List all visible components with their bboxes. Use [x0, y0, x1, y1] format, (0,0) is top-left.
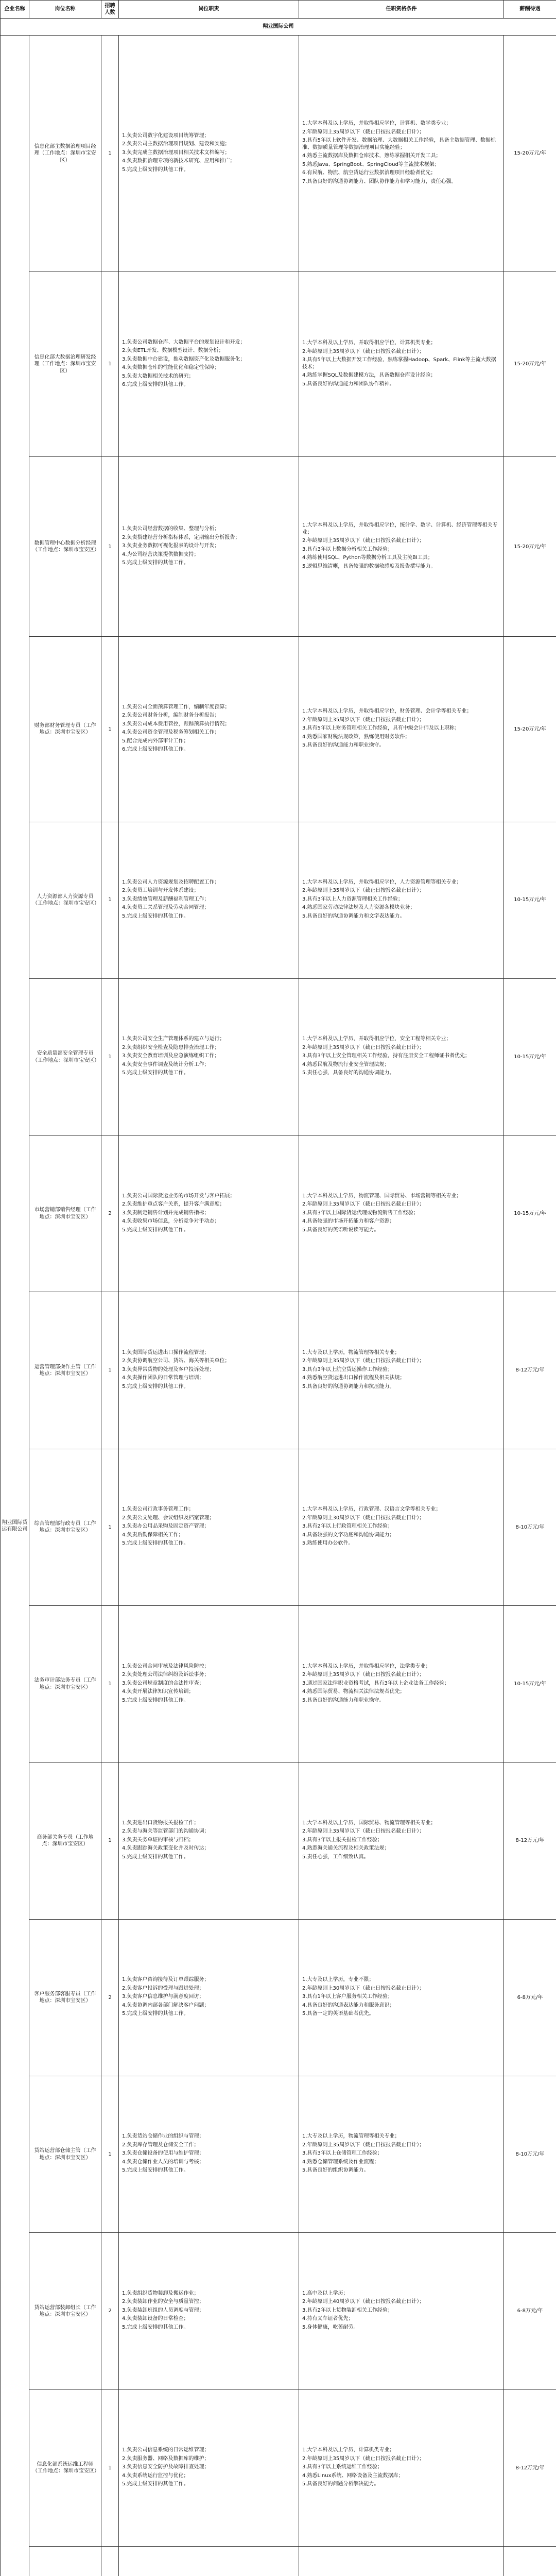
headcount-cell: 1	[101, 2076, 119, 2233]
requirement-line: 4.熟练使用SQL、Python等数据分析工具及主流BI工具；	[302, 555, 433, 561]
salary-cell: 8-12万元/年	[504, 1292, 556, 1449]
salary-cell: 8-10万元/年	[504, 2076, 556, 2233]
requirement-line: 2.年龄原则上35周岁以下（截止日按报名截止日计）；	[302, 888, 425, 894]
requirement-line: 5.逻辑思维清晰，具备较强的数据敏感度及报告撰写能力。	[302, 563, 436, 569]
requirement-line: 1.大学本科及以上学历，并取得相应学位，统计学、数学、计算机、经济管理等相关专业；	[302, 522, 498, 535]
requirement-line: 4.熟悉航空货运进出口操作流程及相关法规；	[302, 1375, 405, 1381]
position-name-cell: 货站运营部仓储主管（工作地点：深圳市宝安区）	[29, 2076, 101, 2233]
requirement-line: 5.具备良好的沟通能力和职业操守。	[302, 1697, 385, 1703]
salary-cell: 10-15万元/年	[504, 822, 556, 978]
headcount-cell: 1	[101, 1292, 119, 1449]
duty-line: 5.完成上级安排的其他工作。	[122, 1540, 189, 1547]
headcount-cell	[101, 2546, 119, 2576]
headcount-cell: 1	[101, 1449, 119, 1605]
duty-line: 1.负责国际货运进出口操作流程管理；	[122, 1349, 210, 1355]
requirement-line: 1.大学本科及以上学历，并取得相应学位，财务管理、会计学等相关专业；	[302, 708, 472, 715]
requirement-line: 1.大学本科及以上学历，国际贸易、物流管理等相关专业；	[302, 1820, 436, 1826]
table-row	[1, 1919, 556, 2076]
duty-line: 4.负责安全事件调查及统计分析工作；	[122, 1061, 210, 1067]
requirement-line: 2.年龄原则上40周岁以下（截止日按报名截止日计）；	[302, 2299, 425, 2305]
requirement-line: 2.年龄原则上35周岁以下（截止日按报名截止日计）；	[302, 348, 425, 354]
requirement-line: 4.具备较强的市场开拓能力和客户资源；	[302, 1218, 395, 1225]
requirements-cell	[299, 272, 504, 456]
position-name-cell: 货站运营部装卸组长（工作地点：深圳市宝安区）	[29, 2233, 101, 2389]
headcount-cell: 1	[101, 1606, 119, 1762]
requirements-cell	[299, 2389, 504, 2546]
duties-cell	[119, 1449, 299, 1605]
salary-cell: 8-12万元/年	[504, 2389, 556, 2546]
duty-line: 5.完成上级安排的其他工作。	[122, 560, 189, 566]
duty-line: 3.负责数据中台建设，推动数据资产化及数据服务化；	[122, 356, 246, 362]
salary-cell: 15-20万元/年	[504, 36, 556, 272]
requirement-line: 4.熟悉海关通关流程及相关政策法规；	[302, 1845, 390, 1852]
requirement-line: 1.大专及以上学历，物流管理等相关专业；	[302, 1349, 400, 1355]
position-name-cell: 综合管理部行政专员（工作地点：深圳市宝安区）	[29, 1449, 101, 1605]
headcount-cell: 2	[101, 1919, 119, 2076]
duty-line: 1.负责公司数字化建设项目统筹管理；	[122, 132, 210, 139]
requirement-line: 2.年龄原则上35周岁以下（截止日按报名截止日计）；	[302, 1358, 425, 1364]
duty-line: 4.负责数据治理专项的新技术研究、应用和推广；	[122, 158, 235, 164]
table-row	[1, 637, 556, 822]
duty-line: 3.负责绩效管理及薪酬福利管理工作；	[122, 896, 210, 902]
requirement-line: 1.高中及以上学历；	[302, 2290, 349, 2296]
requirement-line: 3.具有5年以上大数据开发工作经验，熟练掌握Hadoop、Spark、Flink等主流大数据技术；	[302, 357, 496, 370]
requirement-line: 3.通过国家法律职业资格考试，具有3年以上企业法务工作经验；	[302, 1680, 449, 1686]
duties-cell	[119, 272, 299, 456]
duty-line: 2.负责员工培训与开发体系建设；	[122, 888, 199, 894]
duties-cell	[119, 2233, 299, 2389]
position-name-cell: 人力资源部人力资源专员（工作地点：深圳市宝安区）	[29, 822, 101, 978]
duty-line: 1.负责公司全面预算管理工作，编制年度预算；	[122, 704, 230, 710]
position-name-cell: 市场营销部销售经理（工作地点：深圳市宝安区）	[29, 1136, 101, 1292]
requirement-line: 3.具有3年以上报关报检工作经验；	[302, 1837, 383, 1843]
table-row	[1, 2233, 556, 2389]
duty-line: 5.配合完成内外部审计工作；	[122, 738, 189, 744]
duty-line: 1.负责客户咨询接待及订单跟踪服务；	[122, 1977, 210, 1983]
salary-cell: 10-15万元/年	[504, 978, 556, 1135]
table-row	[1, 1449, 556, 1605]
requirement-line: 5.具备良好的英语听说读写能力。	[302, 1227, 379, 1233]
requirement-line: 4.持有叉车证者优先；	[302, 2316, 354, 2322]
duties-cell	[119, 2546, 299, 2576]
header-salary: 薪酬待遇	[504, 1, 556, 19]
duty-line: 2.负责搭建经营分析指标体系，定期输出分析报告；	[122, 534, 240, 540]
duty-line: 5.完成上级安排的其他工作。	[122, 1854, 189, 1860]
duty-line: 2.负责组织安全检查及隐患排查治理工作；	[122, 1044, 220, 1050]
requirement-line: 5.身体健康，吃苦耐劳。	[302, 2324, 359, 2330]
duty-line: 1.负责公司经营数据的收集、整理与分析；	[122, 526, 220, 532]
requirement-line: 6.有民航、物流、航空货运行业数据治理项目经验者优先；	[302, 170, 436, 176]
duty-line: 5.完成上级安排的其他工作。	[122, 2324, 189, 2330]
requirement-line: 1.大学本科及以上学历，并取得相应学位，计算机、数学类专业；	[302, 121, 451, 127]
salary-cell: 15-20万元/年	[504, 272, 556, 456]
duty-line: 3.负责异常货物的处理及客户投诉处理；	[122, 1366, 215, 1372]
headcount-cell: 2	[101, 1136, 119, 1292]
duty-line: 6.完成上级安排的其他工作。	[122, 747, 189, 753]
headcount-cell: 1	[101, 978, 119, 1135]
requirements-cell	[299, 822, 504, 978]
table-row	[1, 2546, 556, 2576]
duty-line: 5.完成上级安排的其他工作。	[122, 1070, 189, 1076]
duty-line: 2.负责装卸作业的安全与质量管控；	[122, 2299, 204, 2305]
duty-line: 4.负责后勤保障相关工作；	[122, 1532, 184, 1538]
table-row	[1, 1762, 556, 1919]
duty-line: 2.负责公司主数据治理项目规划、建设和实施；	[122, 141, 230, 147]
company-banner: 翔业国际公司	[1, 19, 556, 36]
requirement-line: 3.具有3年以上数据分析相关工作经验；	[302, 546, 393, 552]
duty-line: 2.负责公文处理、会议组织及档案管理；	[122, 1515, 215, 1521]
duty-line: 5.完成上级安排的其他工作。	[122, 913, 189, 919]
requirement-line: 5.具备一定的英语基础者优先。	[302, 2011, 374, 2017]
requirement-line: 5.熟悉Java、SpringBoot、SpringCloud等主流技术框架；	[302, 161, 440, 167]
position-name-cell: 运营管理部操作主管（工作地点：深圳市宝安区）	[29, 1292, 101, 1449]
duty-line: 5.完成上级安排的其他工作。	[122, 2167, 189, 2174]
duty-line: 4.为公司经营决策提供数据支持；	[122, 551, 199, 557]
requirement-line: 2.年龄原则上35周岁以下（截止日按报名截止日计）；	[302, 538, 425, 544]
duty-line: 5.完成上级安排的其他工作。	[122, 1697, 189, 1703]
requirement-line: 2.年龄原则上30周岁以下（截止日按报名截止日计）；	[302, 1985, 425, 1991]
position-name-cell: 安全质量部安全管理专员（工作地点：深圳市宝安区）	[29, 978, 101, 1135]
header-duties: 岗位职责	[119, 1, 299, 19]
duty-line: 4.负责仓储作业人员的培训与考核；	[122, 2159, 204, 2165]
requirement-line: 5.具备良好的沟通协调能力和抗压能力。	[302, 1383, 395, 1389]
duty-line: 3.负责公司规章制度的合法性审查；	[122, 1680, 204, 1686]
company-name-cell: 翔业国际货运有限公司	[1, 36, 29, 2576]
duty-line: 5.完成上级安排的其他工作。	[122, 2011, 189, 2017]
requirement-line: 3.具有3年以上航空货运操作工作经验；	[302, 1366, 393, 1372]
duty-line: 4.负责数据仓库的性能优化和稳定性保障；	[122, 365, 220, 371]
position-name-cell: 商务部关务专员（工作地点：深圳市宝安区）	[29, 1762, 101, 1919]
salary-cell: 6-8万元/年	[504, 2233, 556, 2389]
duty-line: 2.负责处理公司法律纠纷及诉讼事务；	[122, 1672, 210, 1678]
requirement-line: 4.熟悉国际贸易、物流相关法律法规者优先；	[302, 1689, 405, 1695]
duty-line: 5.完成上级安排的其他工作。	[122, 166, 189, 173]
requirement-line: 5.熟练使用办公软件。	[302, 1540, 354, 1547]
salary-cell: 6-8万元/年	[504, 1919, 556, 2076]
duty-line: 1.负责进出口货物报关报检工作；	[122, 1820, 199, 1826]
table-row	[1, 1292, 556, 1449]
requirement-line: 4.熟悉Linux系统、网络设备及主流数据库；	[302, 2472, 404, 2479]
duties-cell	[119, 822, 299, 978]
duties-cell	[119, 1919, 299, 2076]
headcount-cell: 1	[101, 637, 119, 822]
requirement-line: 4.熟练掌握SQL及数据建模方法，具备数据仓库设计经验；	[302, 372, 436, 379]
duty-line: 5.完成上级安排的其他工作。	[122, 1383, 189, 1389]
requirement-line: 3.具有2年以上货物装卸相关工作经验；	[302, 2307, 393, 2313]
position-name-cell: 客户服务部客服专员（工作地点：深圳市宝安区）	[29, 1919, 101, 2076]
duty-line: 3.负责装卸班组的人员调度与管理；	[122, 2307, 204, 2313]
duty-line: 4.负责开展法律知识宣传培训；	[122, 1689, 194, 1695]
requirement-line: 2.年龄原则上35周岁以下（截止日按报名截止日计）；	[302, 2455, 425, 2462]
table-row	[1, 457, 556, 637]
duty-line: 1.负责公司人力资源规划及招聘配置工作；	[122, 879, 220, 885]
header-requirements: 任职资格条件	[299, 1, 504, 19]
table-row	[1, 978, 556, 1135]
duties-cell	[119, 36, 299, 272]
requirement-line: 4.熟悉主流数据库及数据仓库技术，熟练掌握相关开发工具；	[302, 153, 441, 159]
duty-line: 2.负责客户投诉的受理与跟进处理；	[122, 1985, 204, 1991]
duty-line: 4.负责员工关系管理及劳动合同管理；	[122, 905, 210, 911]
duty-line: 2.负责公司财务分析，编制财务分析报告；	[122, 713, 220, 719]
table-row	[1, 36, 556, 272]
duty-line: 3.负责安全教育培训及应急演练组织工作；	[122, 1053, 220, 1059]
requirement-line: 3.具有1年以上客户服务相关工作经验；	[302, 1994, 393, 2000]
headcount-cell: 2	[101, 2233, 119, 2389]
position-name-cell: 法务审计部法务专员（工作地点：深圳市宝安区）	[29, 1606, 101, 1762]
duty-line: 1.负责公司信息系统的日常运维管理；	[122, 2447, 210, 2453]
salary-cell: 10-15万元/年	[504, 1136, 556, 1292]
requirement-line: 3.具有3年以上国际货运代理或物流销售工作经验；	[302, 1210, 419, 1216]
duty-line: 3.负责完成主数据治理项目相关技术文档编写；	[122, 149, 230, 156]
duties-cell	[119, 457, 299, 637]
table-row	[1, 2389, 556, 2546]
requirement-line: 2.年龄原则上35周岁以下（截止日按报名截止日计）；	[302, 129, 425, 135]
position-name-cell: 信息化部主数据治理项目经理（工作地点：深圳市宝安区）	[29, 36, 101, 272]
requirement-line: 3.具有5年以上财务管理相关工作经验，具有中级会计师及以上职称；	[302, 725, 460, 732]
requirement-line: 1.大学本科及以上学历，计算机类专业；	[302, 2447, 395, 2453]
position-name-cell: 信息化部系统运维工程师（工作地点：深圳市宝安区）	[29, 2389, 101, 2546]
salary-cell: 8-12万元/年	[504, 1762, 556, 1919]
duties-cell	[119, 2389, 299, 2546]
requirement-line: 4.具备良好的沟通表达能力和服务意识；	[302, 2002, 395, 2008]
requirements-cell	[299, 2076, 504, 2233]
position-name-cell: 信息化部大数据治理研发经理（工作地点：深圳市宝安区）	[29, 272, 101, 456]
requirement-line: 4.熟悉仓储管理系统及作业流程；	[302, 2159, 379, 2165]
duty-line: 3.负责信息安全防护及故障排查处理；	[122, 2464, 210, 2470]
requirements-cell	[299, 2233, 504, 2389]
requirement-line: 3.具有3年以上系统运维工作经验；	[302, 2464, 383, 2470]
requirements-cell	[299, 1292, 504, 1449]
duties-cell	[119, 978, 299, 1135]
requirements-cell	[299, 1762, 504, 1919]
table-row	[1, 2076, 556, 2233]
duty-line: 2.负责服务器、网络及数据库的维护；	[122, 2455, 210, 2462]
requirements-cell	[299, 2546, 504, 2576]
duty-line: 4.负责装卸设备的日常检查；	[122, 2316, 189, 2322]
requirement-line: 1.大专及以上学历，专业不限；	[302, 1977, 374, 1983]
header-position: 岗位名称	[29, 1, 101, 19]
duty-line: 4.负责公司资金管理及税务筹划相关工作；	[122, 730, 220, 736]
requirements-cell	[299, 457, 504, 637]
requirement-line: 1.大学本科及以上学历，并取得相应学位，人力资源管理等相关专业；	[302, 879, 462, 885]
headcount-cell: 1	[101, 36, 119, 272]
duty-line: 3.负责公司成本费用管控，跟踪预算执行情况；	[122, 721, 230, 727]
requirement-line: 2.年龄原则上35周岁以下（截止日按报名截止日计）；	[302, 1044, 425, 1050]
requirement-line: 2.年龄原则上35周岁以下（截止日按报名截止日计）；	[302, 1828, 425, 1835]
table-row	[1, 1606, 556, 1762]
salary-cell: 8-10万元/年	[504, 1449, 556, 1605]
duty-line: 1.负责货站仓储作业的组织与管理；	[122, 2133, 204, 2140]
requirement-line: 1.大专及以上学历，物流管理等相关专业；	[302, 2133, 400, 2140]
table-row	[1, 1136, 556, 1292]
duty-line: 5.完成上级安排的其他工作。	[122, 2481, 189, 2487]
headcount-cell: 1	[101, 457, 119, 637]
duty-line: 2.负责与海关等监管部门的沟通协调；	[122, 1828, 210, 1835]
requirement-line: 4.熟悉国家财税法规政策，熟练使用财务软件；	[302, 734, 410, 740]
requirements-cell	[299, 1919, 504, 2076]
requirements-cell	[299, 978, 504, 1135]
salary-cell	[504, 2546, 556, 2576]
duty-line: 4.负责协调内部各部门解决客户问题；	[122, 2002, 210, 2008]
duty-line: 1.负责公司数据仓库、大数据平台的规划设计和开发；	[122, 339, 246, 345]
requirement-line: 1.大学本科及以上学历，并取得相应学位，法学类专业；	[302, 1663, 431, 1669]
requirement-line: 3.具有2年以上行政管理相关工作经验；	[302, 1523, 393, 1530]
requirement-line: 3.具有3年以上安全管理相关工作经验，持有注册安全工程师证书者优先；	[302, 1053, 470, 1059]
duties-cell	[119, 2076, 299, 2233]
headcount-cell: 1	[101, 1762, 119, 1919]
requirement-line: 5.具备良好的沟通协调能力和文字表达能力。	[302, 913, 405, 919]
requirement-line: 2.年龄原则上35周岁以下（截止日按报名截止日计）；	[302, 2142, 425, 2148]
duty-line: 1.负责公司国际货运业务的市场开发与客户拓展；	[122, 1193, 235, 1199]
duty-line: 3.负责办公用品采购及固定资产管理；	[122, 1523, 210, 1530]
duty-line: 2.负责维护重点客户关系，提升客户满意度；	[122, 1201, 225, 1208]
requirements-cell	[299, 36, 504, 272]
requirement-line: 1.大学本科及以上学历，并取得相应学位，计算机类专业；	[302, 340, 436, 346]
duty-line: 3.负责客户信息维护与满意度回访；	[122, 1994, 204, 2000]
position-name-cell: 数据管理中心数据分析经理（工作地点：深圳市宝安区）	[29, 457, 101, 637]
duty-line: 1.负责公司合同审核及法律风险防控；	[122, 1663, 210, 1669]
requirements-cell	[299, 637, 504, 822]
requirement-line: 5.具备良好的组织协调能力。	[302, 2167, 369, 2174]
banner-row	[1, 19, 556, 36]
requirement-line: 4.熟悉国家劳动法律法规及人力资源各模块业务；	[302, 905, 415, 911]
requirement-line: 3.具有5年以上软件开发、数据治理、大数据相关工作经验，具备主数据管理、数据标准、数据质量管理等数据治理项目实施经验；	[302, 138, 496, 150]
duties-cell	[119, 1606, 299, 1762]
headcount-cell: 1	[101, 272, 119, 456]
position-name-cell: 财务部财务管理专员（工作地点：深圳市宝安区）	[29, 637, 101, 822]
requirement-line: 7.具备良好的沟通协调能力、团队协作能力和学习能力，责任心强。	[302, 178, 457, 184]
duty-line: 1.负责公司行政事务管理工作；	[122, 1506, 194, 1513]
requirement-line: 4.熟悉民航及物流行业安全管理法规；	[302, 1061, 390, 1067]
duty-line: 2.负责ETL开发、数据模型设计、数据分析；	[122, 348, 224, 354]
requirements-cell	[299, 1136, 504, 1292]
salary-cell: 15-20万元/年	[504, 457, 556, 637]
headcount-cell: 1	[101, 2389, 119, 2546]
duties-cell	[119, 1136, 299, 1292]
header-row	[1, 1, 556, 19]
duty-line: 2.负责库存管理及仓储安全工作；	[122, 2142, 199, 2148]
requirement-line: 5.具备良好的问题分析解决能力。	[302, 2481, 379, 2487]
requirement-line: 1.大学本科及以上学历，物流管理、国际贸易、市场营销等相关专业；	[302, 1193, 462, 1199]
duty-line: 2.负责协调航空公司、货站、海关等相关单位；	[122, 1358, 230, 1364]
requirement-line: 2.年龄原则上35周岁以下（截止日按报名截止日计）；	[302, 717, 425, 723]
position-name-cell	[29, 2546, 101, 2576]
salary-cell: 15-20万元/年	[504, 637, 556, 822]
duty-line: 3.负责仓储设备的使用与维护管理；	[122, 2150, 204, 2157]
duty-line: 4.负责系统运行监控与优化；	[122, 2472, 189, 2479]
requirement-line: 2.年龄原则上30周岁以下（截止日按报名截止日计）；	[302, 1515, 425, 1521]
duty-line: 5.完成上级安排的其他工作。	[122, 1227, 189, 1233]
requirements-cell	[299, 1449, 504, 1605]
duty-line: 6.完成上级安排的其他工作。	[122, 382, 189, 388]
requirement-line: 1.大学本科及以上学历，行政管理、汉语言文学等相关专业；	[302, 1506, 441, 1513]
requirement-line: 4.具备较强的文字功底和沟通协调能力；	[302, 1532, 395, 1538]
duty-line: 1.负责组织货物装卸及搬运作业；	[122, 2290, 199, 2296]
requirement-line: 5.具备良好的沟通能力和团队协作精神。	[302, 381, 395, 387]
requirements-cell	[299, 1606, 504, 1762]
requirement-line: 5.具备良好的沟通能力和职业操守。	[302, 742, 385, 749]
salary-cell: 10-15万元/年	[504, 1606, 556, 1762]
requirement-line: 5.责任心强，具备良好的沟通协调能力。	[302, 1070, 395, 1076]
requirement-line: 2.年龄原则上35周岁以下（截止日按报名截止日计）；	[302, 1672, 425, 1678]
requirement-line: 5.责任心强，工作细致认真。	[302, 1854, 369, 1860]
requirement-line: 3.具有3年以上人力资源管理相关工作经验；	[302, 896, 403, 902]
duty-line: 3.负责关务单证的审核与归档；	[122, 1837, 194, 1843]
requirement-line: 1.大学本科及以上学历，并取得相应学位，安全工程等相关专业；	[302, 1036, 451, 1042]
requirement-line: 3.具有3年以上仓储管理工作经验；	[302, 2150, 383, 2157]
duties-cell	[119, 1762, 299, 1919]
duty-line: 5.负责大数据相关技术的研究；	[122, 373, 194, 379]
duty-line: 4.负责操作团队的日常管理与培训；	[122, 1375, 204, 1381]
duty-line: 3.负责制定销售计划并完成销售指标；	[122, 1210, 210, 1216]
duties-cell	[119, 637, 299, 822]
duty-line: 1.负责公司安全生产管理体系的建立与运行；	[122, 1036, 225, 1042]
duties-cell	[119, 1292, 299, 1449]
table-row	[1, 272, 556, 456]
duty-line: 4.负责跟踪海关政策变化并及时传达；	[122, 1845, 210, 1852]
duty-line: 4.负责收集市场信息，分析竞争对手动态；	[122, 1218, 220, 1225]
header-count: 招聘人数	[101, 1, 119, 19]
header-company: 企业名称	[1, 1, 29, 19]
requirement-line: 2.年龄原则上35周岁以下（截止日按报名截止日计）；	[302, 1201, 425, 1208]
table-row	[1, 822, 556, 978]
headcount-cell: 1	[101, 822, 119, 978]
duty-line: 3.负责业务数据可视化报表的设计与开发；	[122, 543, 220, 549]
